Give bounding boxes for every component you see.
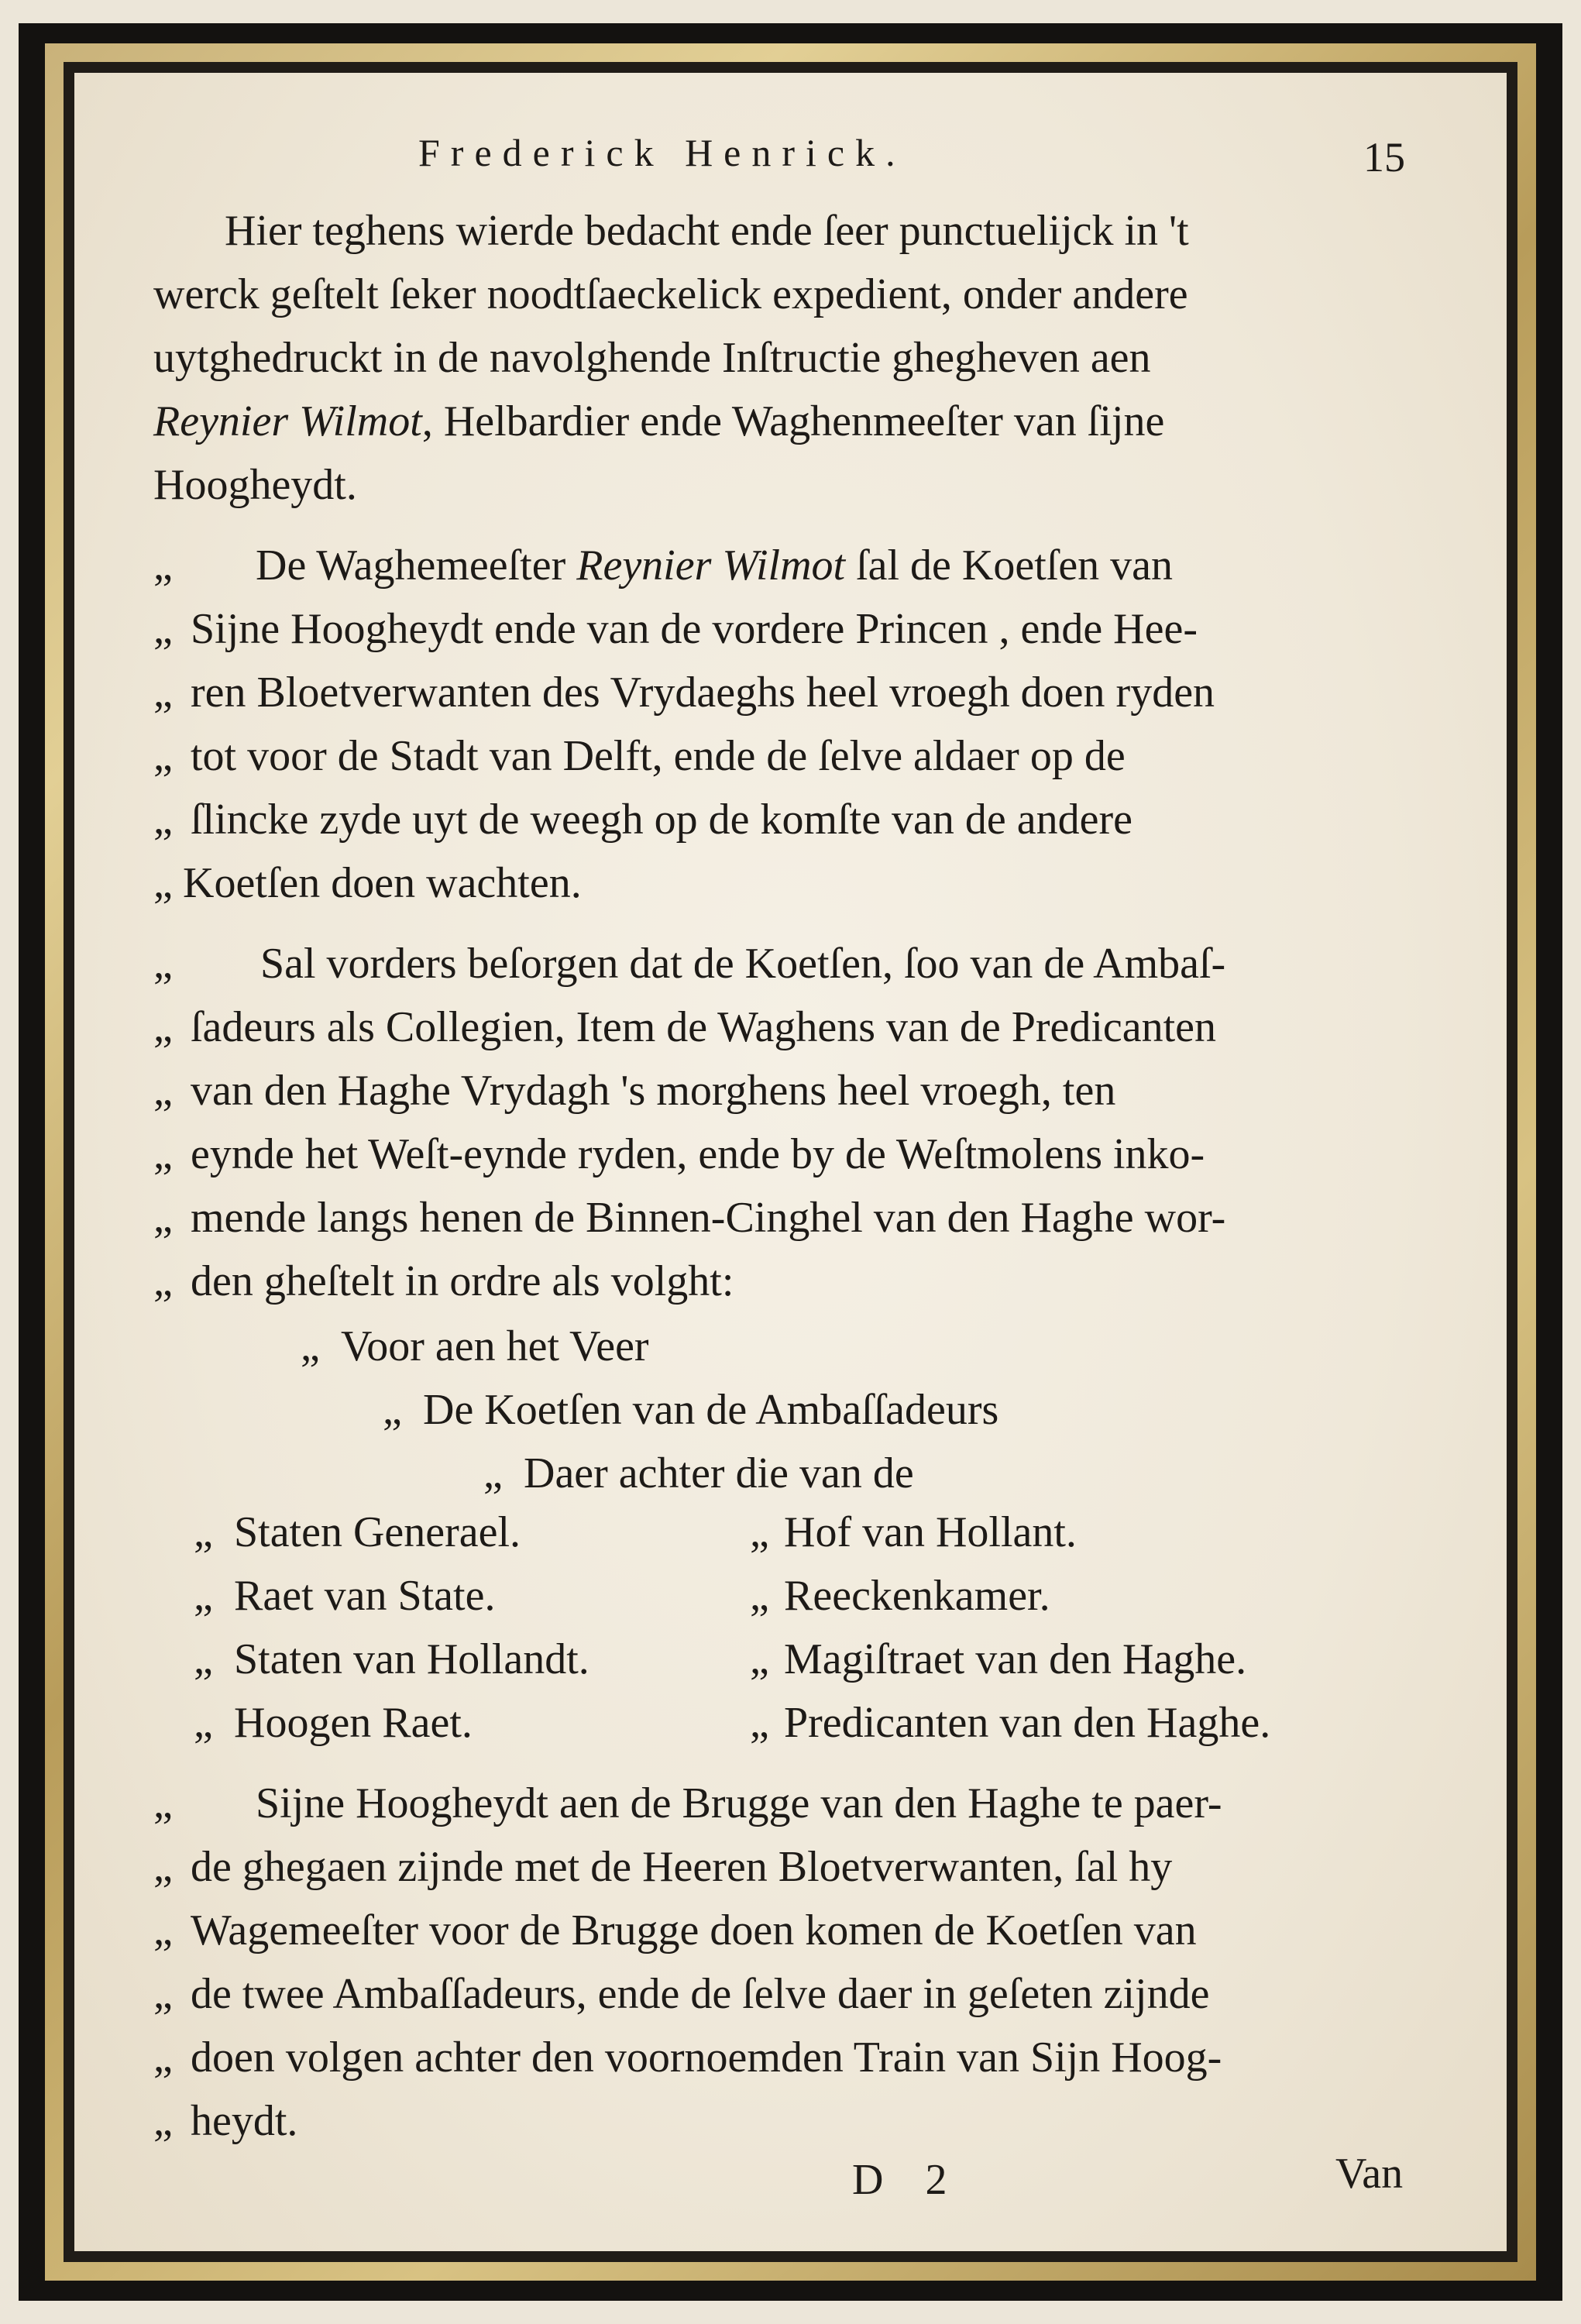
quote-mark: „ — [153, 541, 171, 590]
quote-mark: „ — [153, 1130, 171, 1178]
order-line2: De Koetſen van de Ambaſſadeurs — [423, 1386, 999, 1434]
para3-line6: den gheſtelt in ordre als volght: — [191, 1257, 734, 1305]
quote-mark: „ — [153, 2097, 171, 2145]
right-column-item: Magiſtraet van den Haghe. — [784, 1635, 1247, 1683]
right-column-item: Hof van Hollant. — [784, 1508, 1077, 1556]
para1-line3: uytghedruckt in de navolghende Inſtructie ghegheven aen — [153, 334, 1151, 382]
para1-line4: Reynier Wilmot, Helbardier ende Waghenmeeſter van ſijne — [153, 397, 1165, 445]
para4-line2: de ghegaen zijnde met de Heeren Bloetverwanten, ſal hy — [191, 1843, 1173, 1891]
quote-mark: „ — [153, 796, 171, 844]
para4-line3: Wagemeeſter voor de Brugge doen komen de Koetſen van — [191, 1906, 1197, 1954]
right-column-item: Predicanten van den Haghe. — [784, 1699, 1271, 1747]
name-reynier-wilmot: Reynier Wilmot — [153, 397, 422, 445]
para4-line1: Sijne Hoogheydt aen de Brugge van den Haghe te paer- — [256, 1779, 1222, 1827]
quote-mark: „ — [383, 1386, 400, 1434]
left-column-item: Staten van Hollandt. — [234, 1635, 589, 1683]
catchword: Van — [1335, 2150, 1404, 2198]
quote-mark: „ — [153, 605, 171, 653]
quote-mark: „ — [301, 1322, 318, 1370]
para4-line6: heydt. — [191, 2097, 298, 2145]
left-column-item: Staten Generael. — [234, 1508, 521, 1556]
para3-line4: eynde het Weſt-eynde ryden, ende by de Weſtmolens inko- — [191, 1130, 1205, 1178]
quote-mark: „ — [153, 1257, 171, 1305]
quote-mark: „ — [153, 859, 171, 907]
quote-mark: „ — [153, 1779, 171, 1827]
quote-mark: „ — [153, 1194, 171, 1242]
page-number: 15 — [1363, 134, 1405, 180]
para3-line2: ſadeurs als Collegien, Item de Waghens van de Predicanten — [191, 1003, 1217, 1051]
para1-line5: Hoogheydt. — [153, 461, 357, 509]
quote-mark: „ — [153, 1970, 171, 2018]
para2-line1: De Waghemeeſter Reynier Wilmot ſal de Koetſen van — [256, 541, 1174, 590]
quote-mark: „ — [194, 1635, 211, 1683]
para2-line3: ren Bloetverwanten des Vrydaeghs heel vroegh doen ryden — [191, 669, 1215, 717]
left-column-item: Raet van State. — [234, 1572, 496, 1620]
para2-line4: tot voor de Stadt van Delft, ende de ſelve aldaer op de — [191, 732, 1126, 780]
quote-mark: „ — [153, 1003, 171, 1051]
quote-mark: „ — [153, 1843, 171, 1891]
para1-line2: werck geſtelt ſeker noodtſaeckelick expedient, onder andere — [153, 270, 1188, 318]
quote-mark: „ — [153, 732, 171, 780]
para4-line5: doen volgen achter den voornoemden Train van Sijn Hoog- — [191, 2033, 1222, 2082]
para4-line4: de twee Ambaſſadeurs, ende de ſelve daer in geſeten zijnde — [191, 1970, 1210, 2018]
quote-mark: „ — [153, 940, 171, 988]
quote-mark: „ — [750, 1572, 768, 1620]
para3-line5: mende langs henen de Binnen-Cinghel van den Haghe wor- — [191, 1194, 1226, 1242]
signature-mark: D 2 — [852, 2156, 963, 2204]
quote-mark: „ — [750, 1508, 768, 1556]
para1-line1: Hier teghens wierde bedacht ende ſeer punctuelijck in 't — [225, 207, 1189, 255]
quote-mark: „ — [153, 1067, 171, 1115]
quote-mark: „ — [153, 1906, 171, 1954]
name-reynier-wilmot: Reynier Wilmot — [576, 541, 846, 590]
quote-mark: „ — [194, 1508, 211, 1556]
quote-mark: „ — [194, 1699, 211, 1747]
right-column-item: Reeckenkamer. — [784, 1572, 1050, 1620]
order-line3: Daer achter die van de — [524, 1449, 914, 1497]
order-line1: Voor aen het Veer — [341, 1322, 649, 1370]
para2-line5: ſlincke zyde uyt de weegh op de komſte van de andere — [191, 796, 1132, 844]
left-column-item: Hoogen Raet. — [234, 1699, 473, 1747]
para2-line2: Sijne Hoogheydt ende van de vordere Princen , ende Hee- — [191, 605, 1198, 653]
para3-line3: van den Haghe Vrydagh 's morghens heel vroegh, ten — [191, 1067, 1116, 1115]
quote-mark: „ — [483, 1449, 501, 1497]
quote-mark: „ — [153, 2033, 171, 2082]
quote-mark: „ — [750, 1699, 768, 1747]
para2-line6: Koetſen doen wachten. — [183, 859, 582, 907]
quote-mark: „ — [194, 1572, 211, 1620]
running-title: Frederick Henrick. — [418, 131, 906, 174]
quote-mark: „ — [153, 669, 171, 717]
para3-line1: Sal vorders beſorgen dat de Koetſen, ſoo van de Ambaſ- — [260, 940, 1226, 988]
quote-mark: „ — [750, 1635, 768, 1683]
